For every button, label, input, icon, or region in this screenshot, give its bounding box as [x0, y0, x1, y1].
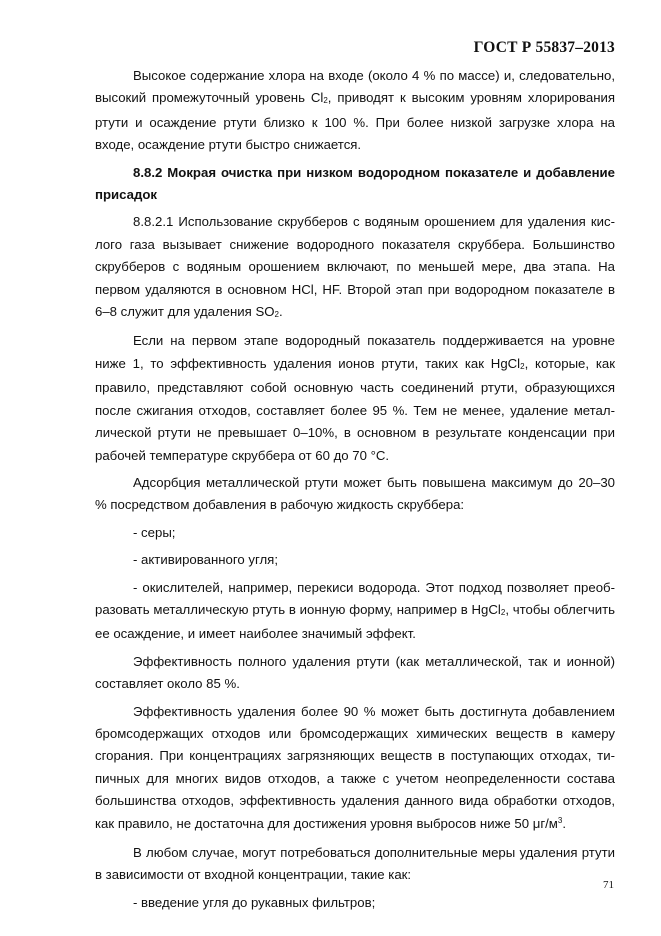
paragraph-additional-measures: В любом случае, могут потребоваться дополнительные меры удаления ртути в зависимости от входной концентрации, такие как: [95, 845, 615, 883]
list-item-sulfur: - серы; [133, 524, 176, 540]
paragraph-scrubbers: 8.8.2.1 Использование скрубберов с водяным орошением для удаления кислого газа вызывает снижение водородного показателя скруббера. Большинство скрубберов с водяным орошением включают, по меньшей мере, два этапа. На первом удаляются в основном HCl, HF. Второй этап при водородном показателе в 6–8 служит для удаления $SO_2$. [95, 214, 615, 320]
section-heading: 8.8.2 Мокрая очистка при низком водородном показателе и добавление присадок [95, 164, 615, 203]
subscript: 2 [520, 361, 525, 371]
paragraph-adsorption: Адсорбция металлической ртути может быть повышена максимум до 20–30 % посредством добавления в рабочую жидкость скруббера: [95, 474, 615, 513]
list-item-oxidizers: - окислителей, например, перекиси водорода. Этот подход позволяет преобразовать металлическую ртуть в ионную форму, например в HgCl$_2$, чтобы облегчить ее осаждение, и имеет наиболее значимый эффект. [95, 579, 616, 642]
superscript: 3 [557, 815, 563, 825]
paragraph-chlorine: Высокое содержание хлора на входе (около 4 % по массе) и, следовательно, высокий промежуточный уровень $Cl_2$, приводят к высоким уровням хлорирования ртути и осаждение ртути близко к 100 %. При более низкой загрузке хлора на входе, осаждение ртути быстро снижается. [95, 68, 616, 153]
body-text [95, 65, 615, 919]
subscript: 2 [500, 607, 506, 617]
standard-header: ГОСТ Р 55837–2013 [473, 39, 615, 56]
paragraph-bromine: Эффективность удаления более 90 % может быть достигнута добавлением бромсодержащих отходов или бромсодержащих химических веществ в камеру сгорания. При концентрациях загрязняющих веществ в поступающих отходах, типичных для многих видов отходов, а также с учетом неопределенности состава большинства отходов, эффективность удаления данного вида обработки отходов, как правило, не достаточна для достижения уровня выбросов ниже 50 $\mu г/м^3$. [95, 703, 615, 831]
page-number: 71 [603, 879, 614, 891]
subscript: 2 [323, 96, 328, 106]
subscript: 2 [274, 310, 279, 320]
list-item-carbon-injection: - введение угля до рукавных фильтров; [133, 894, 376, 910]
paragraph-total-removal: Эффективность полного удаления ртути (как металлической, так и ионной) составляет около 85 %. [95, 653, 615, 692]
paragraph-first-stage: Если на первом этапе водородный показатель поддерживается на уровне ниже 1, то эффективность удаления ионов ртути, таких как HgCl$_2$, которые, как правило, представляют собой основную часть соединений ртути, образующихся после сжигания отходов, составляет более 95 %. Тем не менее, удаление металлической ртути не превышает 0–10%, в основном в результате конденсации при рабочей температуре скруббера от 60 до 70 °С. [95, 333, 616, 463]
list-item-activated-carbon: - активированного угля; [133, 552, 278, 568]
